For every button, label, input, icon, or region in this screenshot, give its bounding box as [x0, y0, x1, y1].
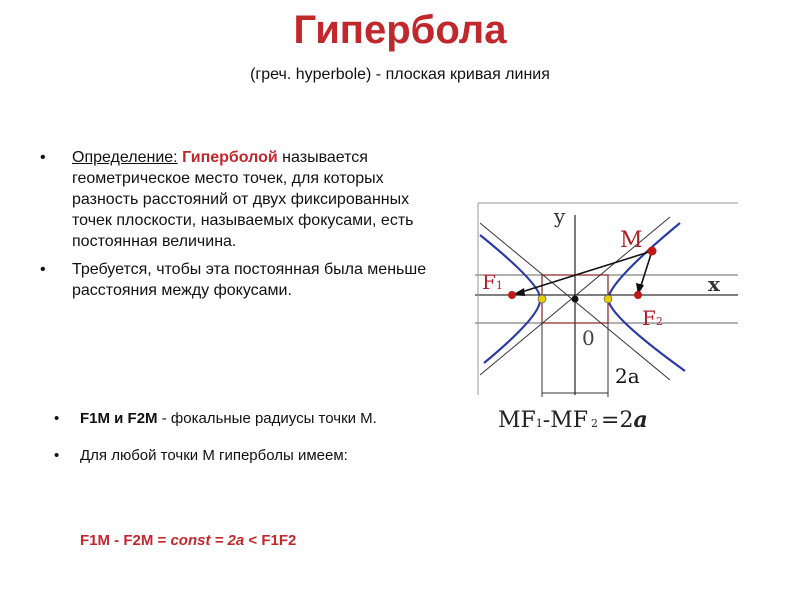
- any-point-item: • Для любой точки М гиперболы имеем:: [52, 443, 412, 468]
- page-subtitle: (греч. hyperbole) - плоская кривая линия: [250, 66, 550, 83]
- vertex-right: [604, 295, 612, 303]
- focal-list: [52, 406, 412, 480]
- focal-radii-item: [52, 406, 412, 431]
- definition-list: [38, 147, 438, 308]
- point-f2: [634, 291, 642, 299]
- label-x: x: [708, 272, 720, 296]
- formula-const: const = 2a: [170, 532, 245, 549]
- label-2a: 2a: [615, 364, 640, 388]
- definition-label: Определение:: [72, 149, 178, 166]
- vertex-left: [538, 295, 546, 303]
- caption-formula: MF1-MF 2 =2a: [498, 407, 648, 433]
- point-f1: [508, 291, 516, 299]
- requirement-item: • Требуется, чтобы эта постоянная была меньше расстояния между фокусами.: [38, 259, 438, 301]
- definition-item: [38, 147, 438, 252]
- formula-left: F1M - F2M =: [80, 532, 171, 549]
- hyperbola-diagram: [470, 195, 760, 445]
- page-title: Гипербола: [293, 8, 507, 52]
- focal-radii-bold: F1M и F2M: [80, 410, 158, 427]
- radius-f1m: [512, 251, 652, 295]
- hyperbola-svg: [470, 195, 760, 440]
- label-origin: 0: [582, 326, 595, 350]
- label-f2: F2: [642, 306, 663, 330]
- formula: [80, 532, 296, 549]
- point-m: [648, 247, 657, 256]
- origin-point: [572, 296, 579, 303]
- label-y: y: [554, 204, 566, 228]
- label-f1: F1: [482, 270, 503, 294]
- left-branch: [480, 235, 540, 363]
- definition-term: Гиперболой: [182, 149, 278, 166]
- definition-text: называется геометрическое место точек, для которых разность расстояний от двух фиксированных точек плоскости, называемых фокусами, есть постоянная величина.: [72, 149, 414, 250]
- focal-radii-text: - фокальные радиусы точки М.: [157, 410, 377, 427]
- formula-right: < F1F2: [244, 532, 297, 549]
- label-m: M: [620, 228, 643, 253]
